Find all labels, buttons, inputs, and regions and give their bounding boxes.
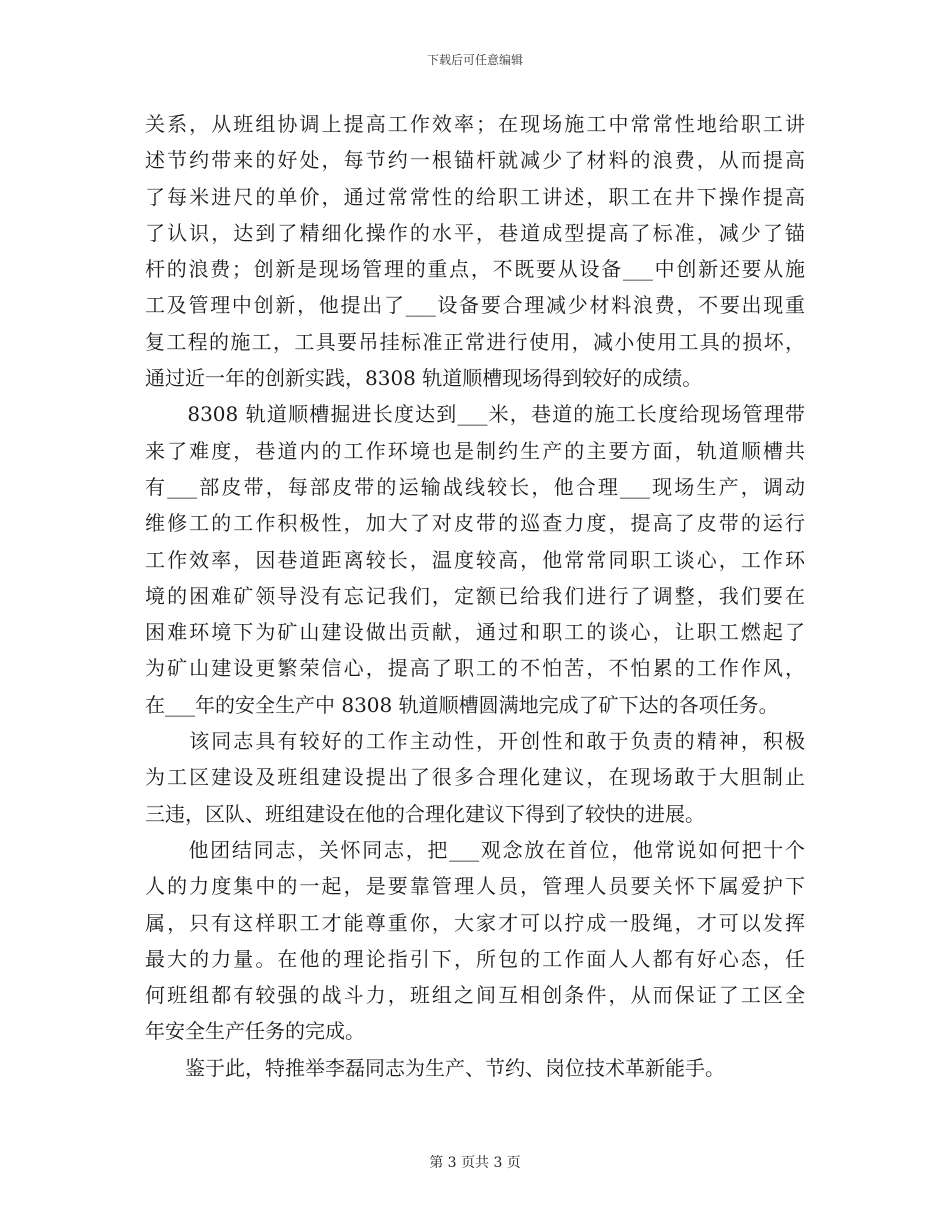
text-line: 他团结同志，关怀同志，把___观念放在首位，他常说如何把十个 (145, 837, 805, 862)
text-line: 关系，从班组协调上提高工作效率；在现场施工中常常性地给职工讲 (145, 112, 805, 136)
text-line: 境的困难矿领导没有忘记我们，定额已给我们进行了调整，我们要在 (145, 583, 805, 608)
text-line: 了每米进尺的单价，通过常常性的给职工讲述，职工在井下操作提高 (145, 184, 805, 209)
text-line: 年安全生产任务的完成。 (145, 1019, 365, 1044)
paragraph (145, 396, 805, 723)
text-line: 困难环境下为矿山建设做出贡献，通过和职工的谈心，让职工燃起了 (145, 620, 805, 645)
text-line: 在___年的安全生产中 8308 轨道顺槽圆满地完成了矿下达的各项任务。 (145, 692, 779, 717)
paragraph (145, 723, 805, 832)
text-line: 工及管理中创新，他提出了___设备要合理减少材料浪费，不要出现重 (145, 293, 805, 318)
text-line: 杆的浪费；创新是现场管理的重点，不既要从设备___中创新还要从施 (145, 257, 805, 282)
text-line: 来了难度，巷道内的工作环境也是制约生产的主要方面，轨道顺槽共 (145, 438, 805, 463)
text-line: 三违，区队、班组建设在他的合理化建议下得到了较快的进展。 (145, 801, 705, 826)
text-line: 维修工的工作积极性，加大了对皮带的巡查力度，提高了皮带的运行 (145, 511, 805, 536)
paragraph (145, 1050, 805, 1086)
text-line: 8308 轨道顺槽掘进长度达到___米，巷道的施工长度给现场管理带 (145, 402, 805, 427)
text-line: 了认识，达到了精细化操作的水平，巷道成型提高了标准，减少了锚 (145, 220, 805, 245)
text-line: 述节约带来的好处，每节约一根锚杆就减少了材料的浪费，从而提高 (145, 148, 805, 173)
paragraph (145, 832, 805, 1050)
text-line: 鉴于此，特推举李磊同志为生产、节约、岗位技术革新能手。 (145, 1055, 725, 1080)
text-line: 人的力度集中的一起，是要靠管理人员，管理人员要关怀下属爱护下 (145, 874, 805, 899)
page-header: 下载后可任意编辑 (426, 53, 523, 67)
text-line: 复工程的施工，工具要吊挂标准正常进行使用，减小使用工具的损坏， (145, 329, 805, 354)
text-line: 属，只有这样职工才能尊重你，大家才可以拧成一股绳，才可以发挥 (145, 910, 805, 935)
page-footer: 第 3 页共 3 页 (429, 1155, 521, 1171)
paragraph (145, 106, 805, 396)
document-body (145, 106, 805, 1086)
text-line: 通过近一年的创新实践，8308 轨道顺槽现场得到较好的成绩。 (145, 366, 703, 391)
text-line: 工作效率，因巷道距离较长，温度较高，他常常同职工谈心，工作环 (145, 547, 805, 572)
text-line: 该同志具有较好的工作主动性，开创性和敢于负责的精神，积极 (145, 729, 805, 754)
text-line: 何班组都有较强的战斗力，班组之间互相创条件，从而保证了工区全 (145, 983, 805, 1008)
text-line: 为工区建设及班组建设提出了很多合理化建议，在现场敢于大胆制止 (145, 765, 805, 790)
text-line: 有___部皮带，每部皮带的运输战线较长，他合理___现场生产，调动 (145, 474, 805, 499)
text-line: 最大的力量。在他的理论指引下，所包的工作面人人都有好心态，任 (145, 946, 805, 971)
text-line: 为矿山建设更繁荣信心，提高了职工的不怕苦，不怕累的工作作风， (145, 656, 805, 681)
